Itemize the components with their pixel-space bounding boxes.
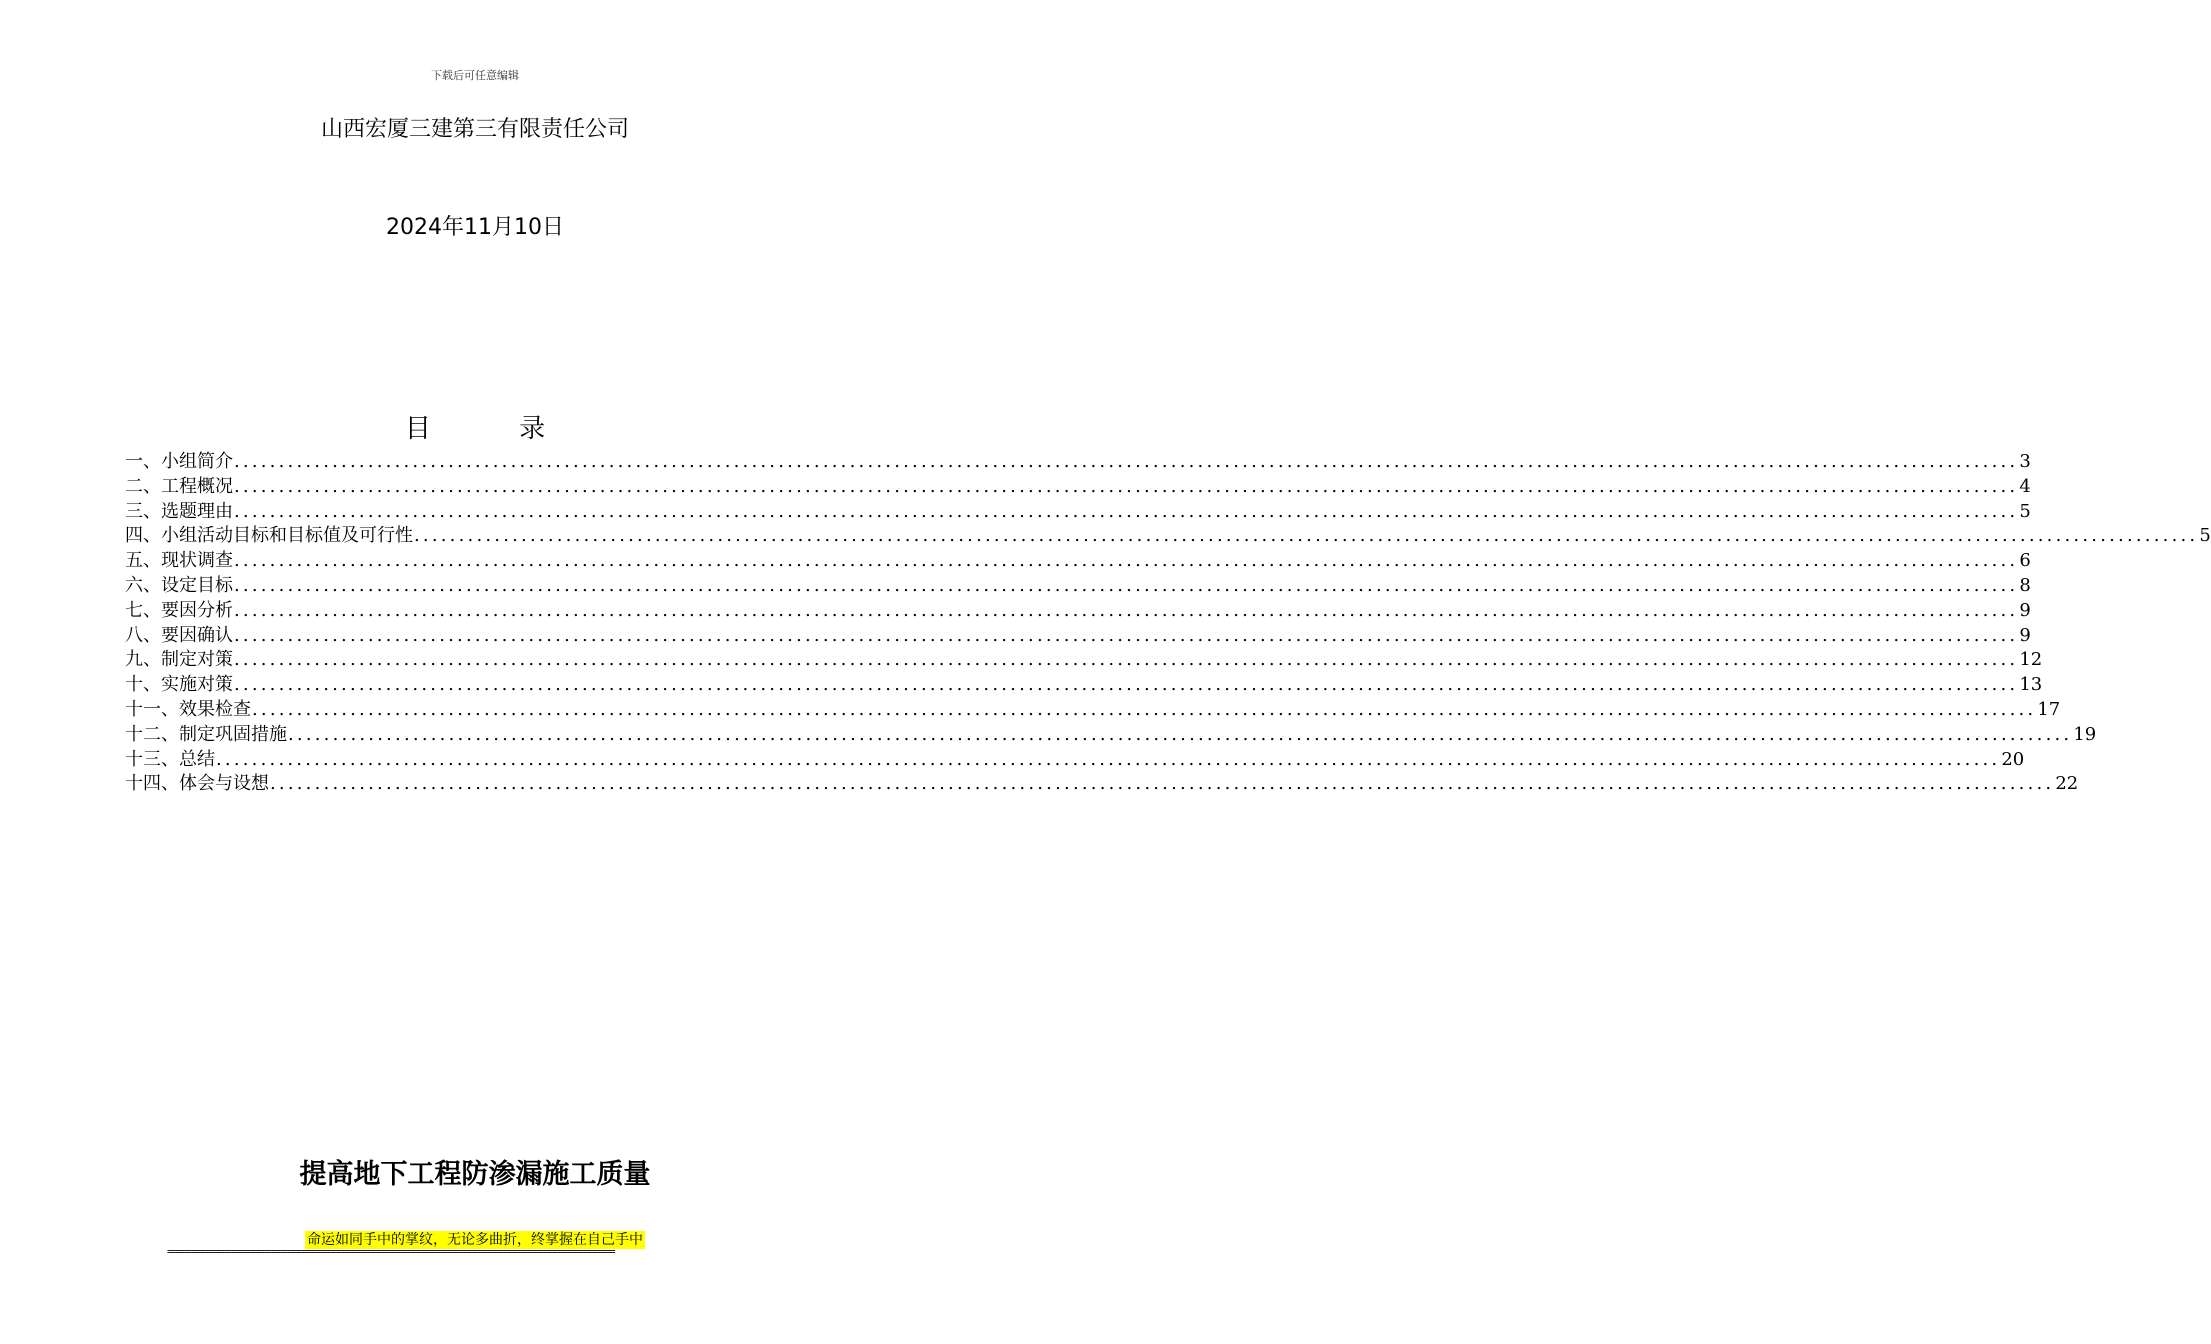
company-name: 山西宏厦三建第三有限责任公司: [320, 117, 629, 142]
toc-item[interactable]: [125, 475, 2031, 500]
toc-item-page: 6: [2019, 550, 2031, 572]
table-of-contents: [125, 450, 2211, 797]
toc-item[interactable]: [125, 648, 2043, 673]
toc-item-label: 十四、体会与设想: [125, 773, 269, 795]
toc-leader-dots: ........................................................................................................................................................................................................: [288, 723, 2073, 745]
toc-item-page: 5: [2199, 525, 2211, 547]
toc-item-label: 十、实施对策: [125, 674, 233, 696]
document-date: 2024年11月10日: [386, 215, 564, 240]
toc-item-page: 3: [2019, 451, 2031, 472]
toc-item-page: 9: [2019, 624, 2031, 646]
toc-item-page: 13: [2019, 674, 2043, 696]
toc-item[interactable]: [125, 549, 2031, 574]
toc-item-page: 20: [2001, 748, 2025, 770]
toc-leader-dots: ........................................................................................................................................................................................................: [252, 698, 2037, 720]
toc-item-label: 一、小组简介: [125, 451, 233, 472]
toc-leader-dots: ........................................................................................................................................................................................................: [234, 451, 2019, 472]
toc-leader-dots: ........................................................................................................................................................................................................: [270, 773, 2055, 795]
toc-item[interactable]: [125, 673, 2043, 698]
toc-item[interactable]: [125, 599, 2031, 624]
toc-item[interactable]: [125, 748, 2025, 773]
toc-item[interactable]: [125, 772, 2079, 797]
toc-item-label: 二、工程概况: [125, 475, 233, 497]
header-note: 下载后可任意编辑: [431, 69, 519, 82]
toc-item-label: 五、现状调查: [125, 550, 233, 572]
toc-item-label: 七、要因分析: [125, 599, 233, 621]
toc-leader-dots: ........................................................................................................................................................................................................: [234, 624, 2019, 646]
toc-title: 目 录: [404, 414, 586, 444]
toc-item-page: 22: [2055, 773, 2079, 795]
toc-item-page: 9: [2019, 599, 2031, 621]
toc-leader-dots: ........................................................................................................................................................................................................: [234, 649, 2019, 671]
toc-item-label: 十一、效果检查: [125, 698, 251, 720]
footer-motto: 命运如同手中的掌纹，无论多曲折，终掌握在自己手中: [307, 1232, 643, 1248]
toc-item[interactable]: [125, 450, 2031, 475]
toc-item-label: 八、要因确认: [125, 624, 233, 646]
toc-leader-dots: ........................................................................................................................................................................................................: [234, 674, 2019, 696]
toc-item-page: 8: [2019, 574, 2031, 596]
toc-item-page: 17: [2037, 698, 2061, 720]
toc-leader-dots: ........................................................................................................................................................................................................: [234, 550, 2019, 572]
toc-item[interactable]: [125, 524, 2211, 549]
main-title: 提高地下工程防渗漏施工质量: [299, 1159, 651, 1190]
toc-item[interactable]: [125, 574, 2031, 599]
toc-item-label: 三、选题理由: [125, 500, 233, 522]
toc-leader-dots: ........................................................................................................................................................................................................: [234, 475, 2019, 497]
toc-leader-dots: ........................................................................................................................................................................................................: [414, 525, 2199, 547]
toc-item-label: 六、设定目标: [125, 574, 233, 596]
toc-leader-dots: ........................................................................................................................................................................................................: [234, 599, 2019, 621]
toc-item-label: 九、制定对策: [125, 649, 233, 671]
toc-item[interactable]: [125, 698, 2061, 723]
toc-item-page: 5: [2019, 500, 2031, 522]
toc-item-page: 12: [2019, 649, 2043, 671]
toc-leader-dots: ........................................................................................................................................................................................................: [234, 500, 2019, 522]
toc-item-label: 十二、制定巩固措施: [125, 723, 287, 745]
toc-item-page: 19: [2073, 723, 2097, 745]
toc-item-label: 四、小组活动目标和目标值及可行性: [125, 525, 413, 547]
toc-item[interactable]: [125, 723, 2097, 748]
toc-item[interactable]: [125, 500, 2031, 525]
toc-leader-dots: ........................................................................................................................................................................................................: [216, 748, 2001, 770]
toc-item[interactable]: [125, 624, 2031, 649]
toc-item-page: 4: [2019, 475, 2031, 497]
toc-leader-dots: ........................................................................................................................................................................................................: [234, 574, 2019, 596]
footer-separator: =========================================================================================: [167, 1245, 615, 1258]
toc-item-label: 十三、总结: [125, 748, 215, 770]
